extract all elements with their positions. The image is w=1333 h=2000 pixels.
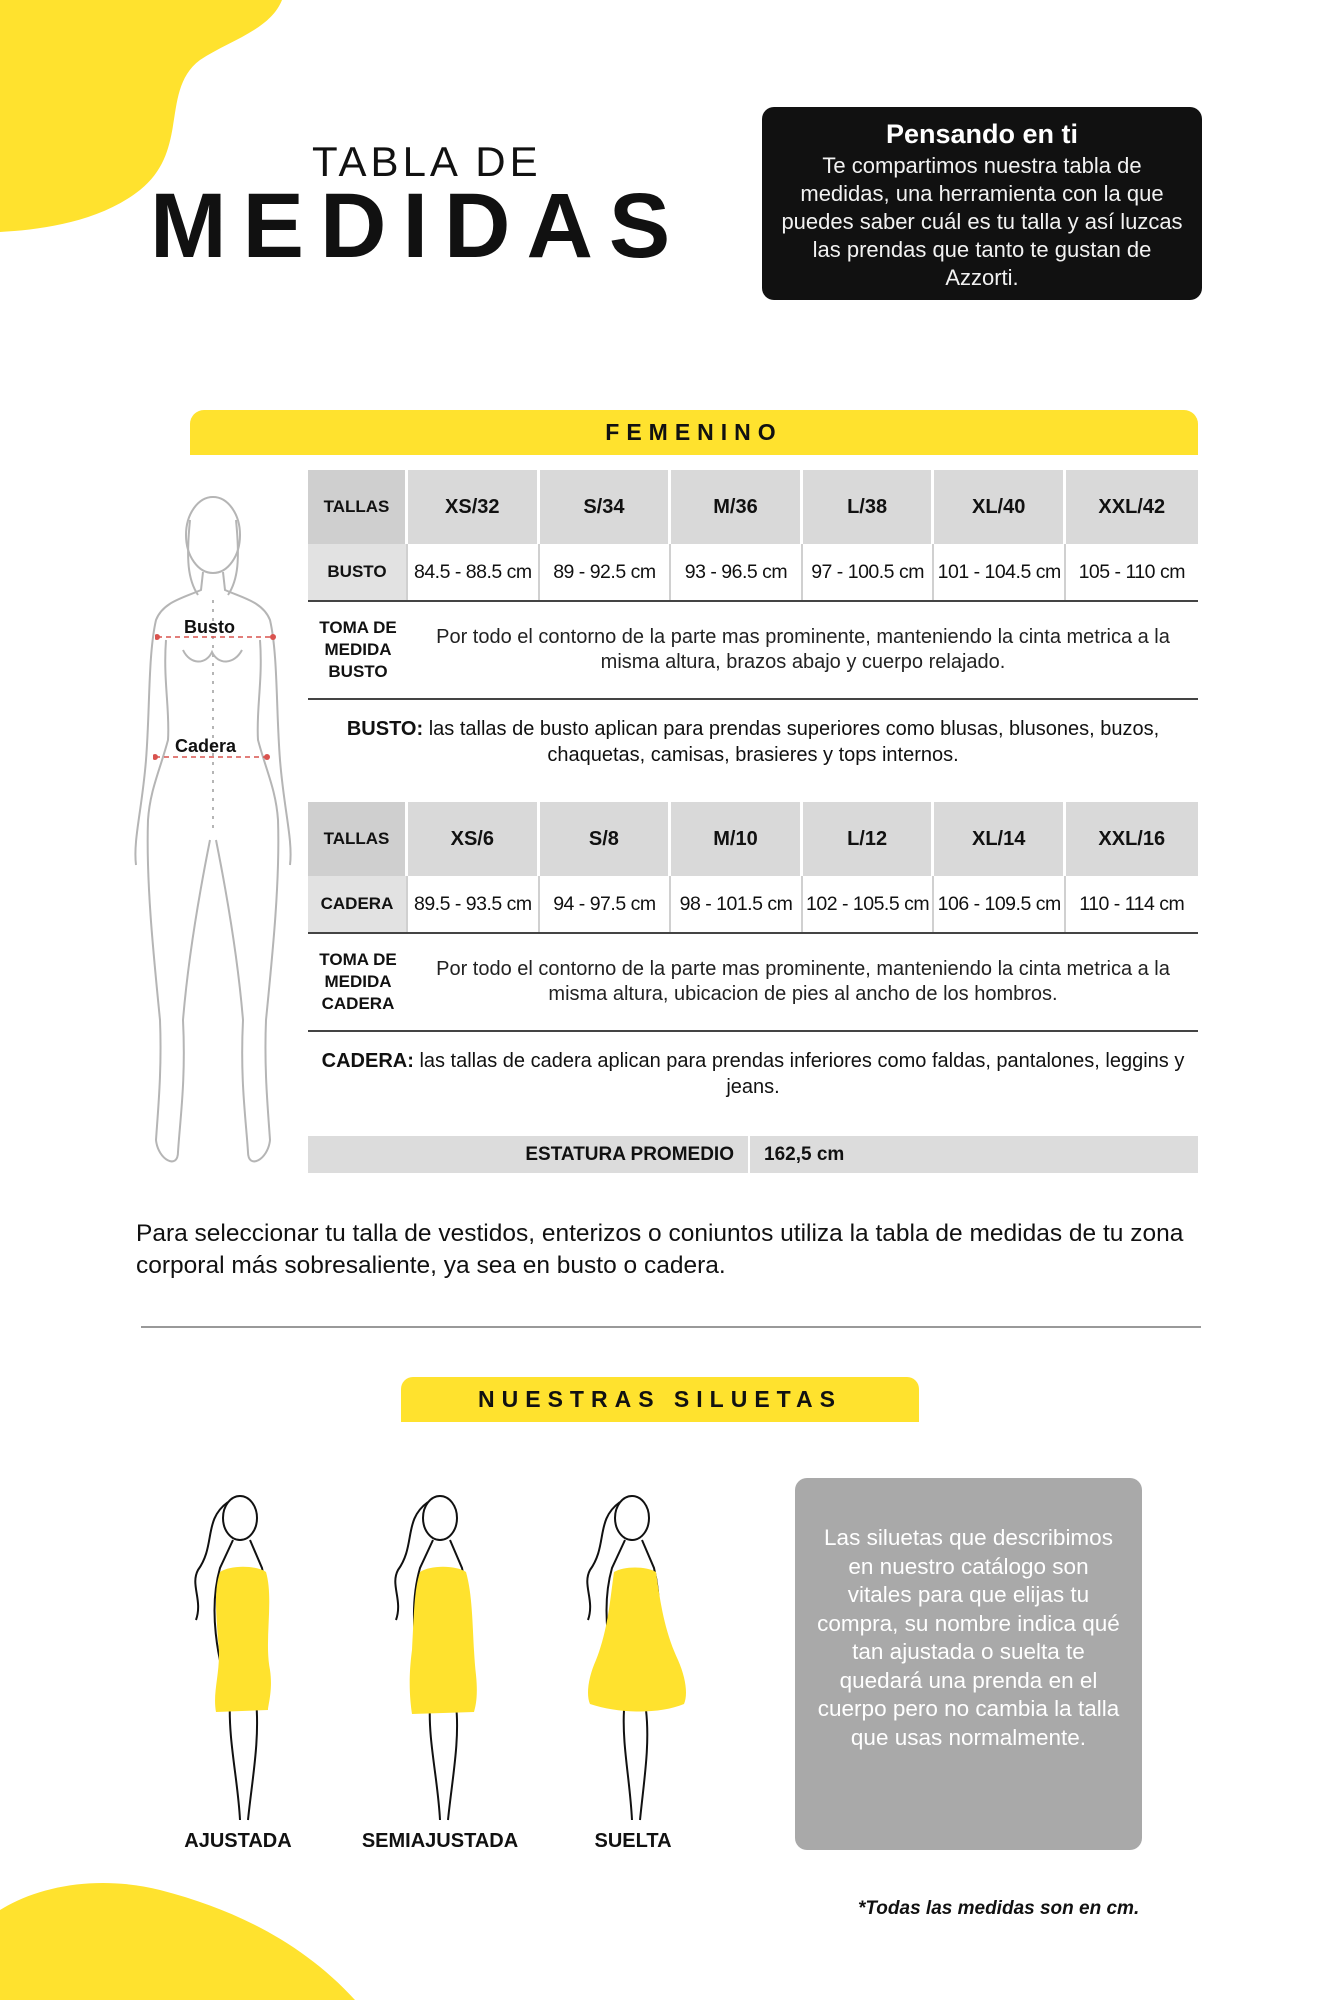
cadera-method-label: TOMA DE MEDIDA CADERA [319, 950, 397, 1013]
busto-figure-label: Busto [184, 617, 235, 637]
busto-value: 84.5 - 88.5 cm [408, 544, 540, 600]
cadera-header-row [308, 802, 1198, 876]
cadera-values-row [308, 876, 1198, 934]
cadera-size: S/8 [540, 802, 672, 876]
cadera-size: XS/6 [408, 802, 540, 876]
title-small: TABLA DE [312, 138, 542, 185]
cadera-note-text: las tallas de cadera aplican para prendas inferiores como faldas, pantalones, leggins y jeans. [419, 1050, 1185, 1098]
female-body-figure [128, 480, 298, 1180]
cadera-figure-label: Cadera [175, 736, 237, 756]
silhouette-semiajustada-label: SEMIAJUSTADA [361, 1830, 519, 1852]
section-divider [141, 1326, 1201, 1328]
siluetas-section-label: NUESTRAS SILUETAS [401, 1377, 919, 1422]
cadera-value: 102 - 105.5 cm [803, 876, 935, 932]
busto-method-row [308, 602, 1198, 700]
cadera-method-text: Por todo el contorno de la parte mas prominente, manteniendo la cinta metrica a la misma altura, ubicacion de pies al ancho de los hombros. [436, 958, 1170, 1005]
cadera-size: L/12 [803, 802, 935, 876]
silhouette-suelta-label: SUELTA [594, 1830, 672, 1852]
info-text: Te compartimos nuestra tabla de medidas, una herramienta con la que puedes saber cuál es tu talla y así luzcas las prendas que tanto te gustan de Azzorti. [781, 153, 1183, 290]
cadera-row-label: CADERA [308, 876, 408, 932]
busto-size: L/38 [803, 470, 935, 544]
busto-header-label: TALLAS [308, 470, 408, 544]
busto-header-row [308, 470, 1198, 544]
dress-note: Para seleccionar tu talla de vestidos, enterizos o coniuntos utiliza la tabla de medidas de tu zona corporal más sobresaliente, ya sea en busto o cadera. [136, 1220, 1184, 1279]
busto-note-text: las tallas de busto aplican para prendas superiores como blusas, blusones, buzos, chaquetas, camisas, brasieres y tops internos. [428, 718, 1160, 766]
busto-value: 101 - 104.5 cm [934, 544, 1066, 600]
estatura-label: ESTATURA PROMEDIO [308, 1136, 750, 1173]
cadera-note [308, 1032, 1198, 1100]
busto-note [308, 700, 1198, 768]
title-big: MEDIDAS [150, 175, 687, 277]
cadera-value: 89.5 - 93.5 cm [408, 876, 540, 932]
cadera-method-row [308, 934, 1198, 1032]
busto-method-text: Por todo el contorno de la parte mas prominente, manteniendo la cinta metrica a la misma altura, brazos abajo y cuerpo relajado. [436, 626, 1170, 673]
cadera-value: 98 - 101.5 cm [671, 876, 803, 932]
cadera-value: 110 - 114 cm [1079, 893, 1185, 915]
silhouette-semiajustada-figure [368, 1490, 528, 1830]
busto-row-label: BUSTO [308, 544, 408, 600]
busto-value: 89 - 92.5 cm [540, 544, 672, 600]
siluetas-description-box: Las siluetas que describimos en nuestro catálogo son vitales para que elijas tu compra, su nombre indica qué tan ajustada o suelta te quedará una prenda en el cuerpo pero no cambia la talla que usas normalmente. [795, 1478, 1142, 1850]
silhouette-ajustada-figure [168, 1490, 328, 1830]
cadera-header-label: TALLAS [308, 802, 408, 876]
cadera-value: 106 - 109.5 cm [934, 876, 1066, 932]
busto-values-row [308, 544, 1198, 602]
estatura-row [308, 1136, 1198, 1173]
busto-size: M/36 [671, 470, 803, 544]
cadera-note-bold: CADERA: [321, 1050, 414, 1072]
info-box [762, 107, 1202, 300]
busto-size: XL/40 [934, 470, 1066, 544]
silhouette-suelta-figure [560, 1490, 720, 1830]
footnote: *Todas las medidas son en cm. [858, 1898, 1140, 1919]
cadera-size: XL/14 [934, 802, 1066, 876]
busto-value: 97 - 100.5 cm [803, 544, 935, 600]
busto-size: XS/32 [408, 470, 540, 544]
cadera-value: 94 - 97.5 cm [540, 876, 672, 932]
estatura-value: 162,5 cm [764, 1143, 845, 1165]
info-title: Pensando en ti [885, 119, 1079, 149]
femenino-section-label: FEMENINO [190, 410, 1198, 455]
bottom-left-yellow-blob [0, 1880, 370, 2000]
silhouette-ajustada-label: AJUSTADA [184, 1830, 292, 1852]
busto-value: 93 - 96.5 cm [671, 544, 803, 600]
cadera-size: XXL/16 [1066, 802, 1198, 876]
cadera-table [308, 802, 1198, 1100]
busto-note-bold: BUSTO: [346, 718, 424, 740]
busto-table [308, 470, 1198, 768]
busto-size: XXL/42 [1066, 470, 1198, 544]
busto-method-label: TOMA DE MEDIDA BUSTO [319, 618, 397, 681]
busto-value: 105 - 110 cm [1078, 561, 1185, 583]
cadera-size: M/10 [671, 802, 803, 876]
busto-size: S/34 [540, 470, 672, 544]
